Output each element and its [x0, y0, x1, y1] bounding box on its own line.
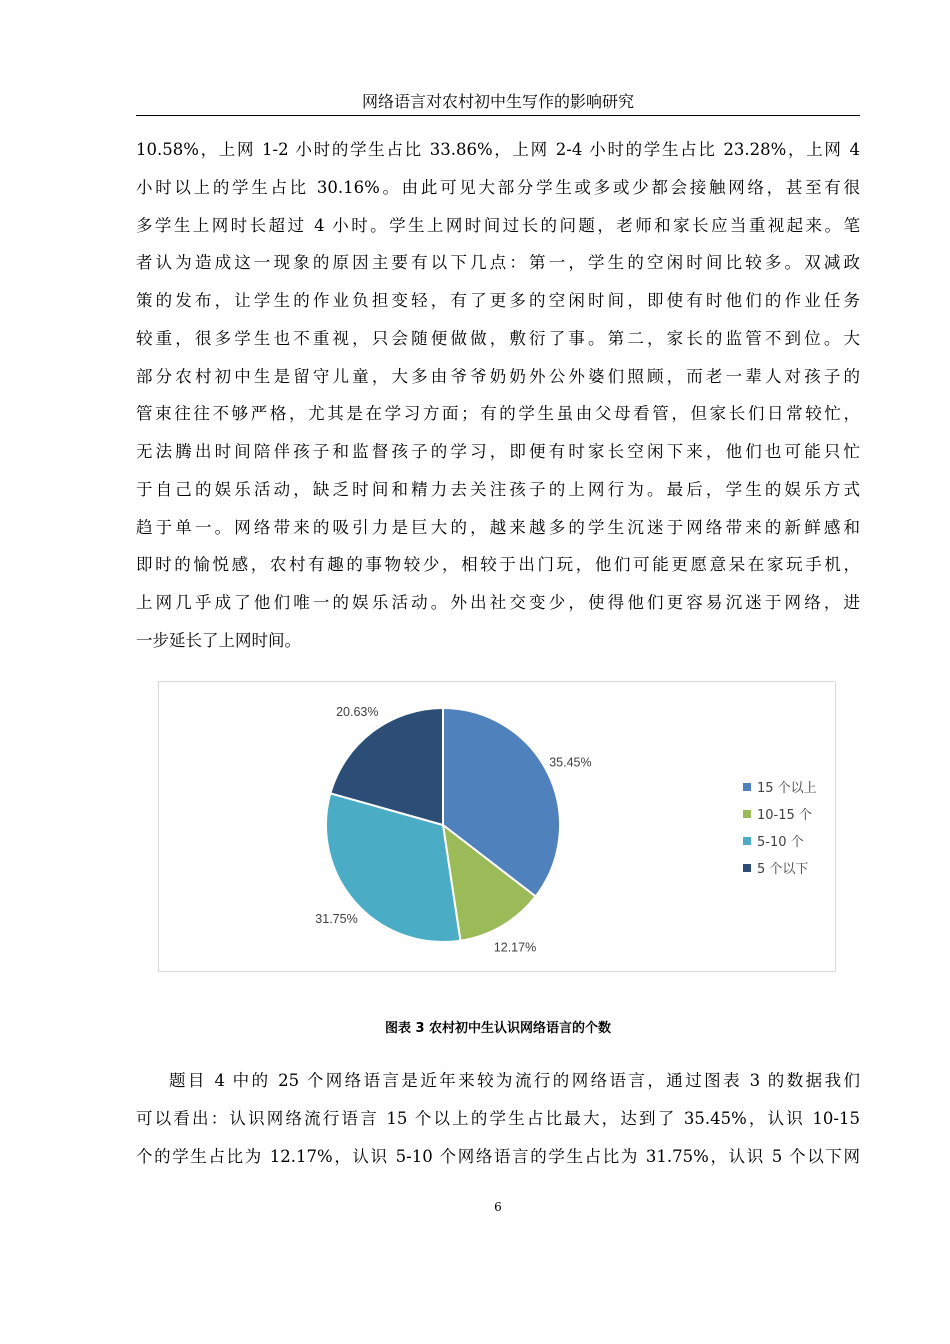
- text-line: 多学生上网时长超过 4 小时。学生上网时间过长的问题，老师和家长应当重视起来。笔: [136, 215, 860, 235]
- text-line: 策的发布，让学生的作业负担变轻，有了更多的空闲时间，即使有时他们的作业任务: [136, 291, 860, 310]
- pie-chart: [158, 681, 836, 972]
- pie-chart-svg: [159, 682, 835, 971]
- text-line: 10.58%，上网 1-2 小时的学生占比 33.86%，上网 2-4 小时的学生占比 23.28%，上网 4: [136, 140, 860, 159]
- text-line: 较重，很多学生也不重视，只会随便做做，敷衍了事。第二，家长的监管不到位。大: [136, 328, 860, 348]
- text-line: 于自己的娱乐活动，缺乏时间和精力去关注孩子的上网行为。最后，学生的娱乐方式: [136, 479, 860, 499]
- text-line: 小时以上的学生占比 30.16%。由此可见大部分学生或多或少都会接触网络，甚至有很: [136, 177, 860, 197]
- legend-swatch: [743, 837, 751, 845]
- data-label: 12.17%: [493, 940, 537, 955]
- legend-label: 5-10 个: [757, 835, 804, 850]
- text-line: 即时的愉悦感，农村有趣的事物较少，相较于出门玩，他们可能更愿意呆在家玩手机，: [136, 555, 860, 575]
- data-label: 35.45%: [549, 755, 592, 770]
- legend-label: 5 个以下: [757, 862, 809, 877]
- page-number: 6: [494, 1200, 502, 1214]
- legend-label: 15 个以上: [757, 781, 817, 796]
- running-header: 网络语言对农村初中生写作的影响研究: [361, 92, 634, 111]
- text-line: 题目 4 中的 25 个网络语言是近年来较为流行的网络语言，通过图表 3 的数据我们: [169, 1071, 860, 1090]
- text-line: 无法腾出时间陪伴孩子和监督孩子的学习，即便有时家长空闲下来，他们也可能只忙: [136, 442, 860, 461]
- text-line: 可以看出：认识网络流行语言 15 个以上的学生占比最大，达到了 35.45%，认识 10-15: [136, 1108, 860, 1128]
- figure-caption: 图表 3 农村初中生认识网络语言的个数: [384, 1021, 612, 1036]
- text-line: 个的学生占比为 12.17%，认识 5-10 个网络语言的学生占比为 31.75%，认识 5 个以下网: [136, 1146, 860, 1166]
- data-label: 31.75%: [315, 911, 358, 926]
- legend-label: 10-15 个: [757, 808, 812, 823]
- text-line: 上网几乎成了他们唯一的娱乐活动。外出社交变少，使得他们更容易沉迷于网络，进: [136, 593, 860, 612]
- data-label: 20.63%: [336, 704, 379, 719]
- legend-swatch: [743, 864, 751, 872]
- text-line: 趋于单一。网络带来的吸引力是巨大的，越来越多的学生沉迷于网络带来的新鲜感和: [136, 517, 860, 537]
- header-rule: [136, 115, 860, 116]
- legend-swatch: [743, 810, 751, 818]
- paragraph-2: [136, 1062, 860, 1175]
- text-line: 一步延长了上网时间。: [136, 630, 301, 650]
- text-line: 部分农村初中生是留守儿童，大多由爷爷奶奶外公外婆们照顾，而老一辈人对孩子的: [136, 366, 860, 386]
- text-line: 管束往往不够严格，尤其是在学习方面；有的学生虽由父母看管，但家长们日常较忙，: [136, 404, 860, 424]
- legend-swatch: [743, 783, 751, 791]
- paragraph-1: [136, 131, 860, 660]
- text-line: 者认为造成这一现象的原因主要有以下几点：第一，学生的空闲时间比较多。双减政: [136, 253, 860, 273]
